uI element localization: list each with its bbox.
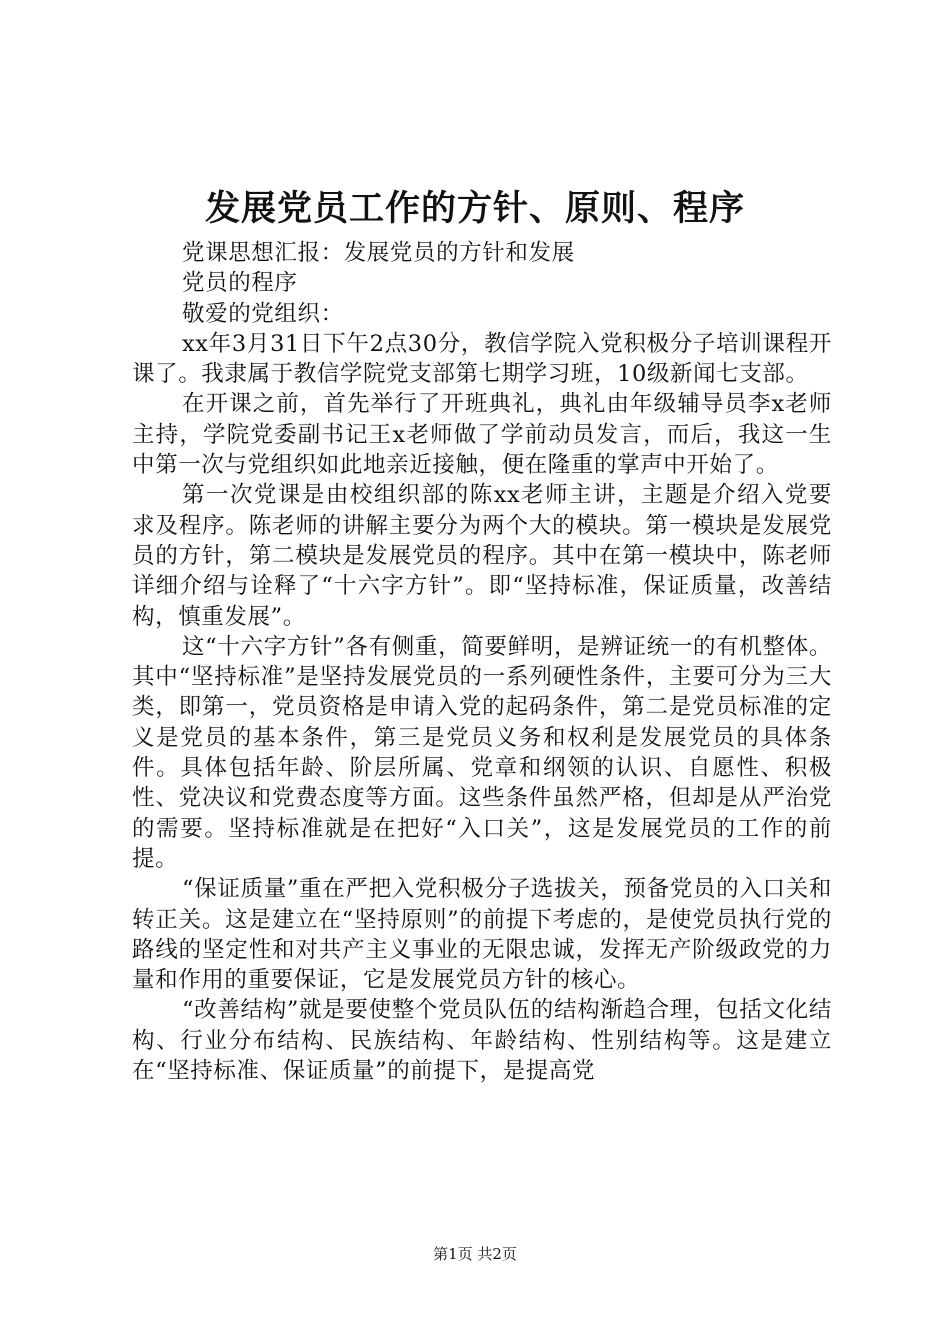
paragraph: 在开课之前，首先举行了开班典礼，典礼由年级辅导员李x老师主持，学院党委副书记王x老师做了学前动员发言，而后，我这一生中第一次与党组织如此地亲近接触，便在隆重的掌声中开始了。 [132, 391, 832, 479]
paragraph: 这“十六字方针”各有侧重，简要鲜明，是辨证统一的有机整体。其中“坚持标准”是坚持发展党员的一系列硬性条件，主要可分为三大类，即第一，党员资格是申请入党的起码条件，第二是党员标准的定义是党员的基本条件，第三是党员义务和权利是发展党员的具体条件。具体包括年龄、阶层所属、党章和纲领的认识、自愿性、积极性、党决议和党费态度等方面。这些条件虽然严格，但却是从严治党的需要。坚持标准就是在把好“入口关”，这是发展党员的工作的前提。 [132, 633, 832, 872]
paragraph: xx年3月31日下午2点30分，教信学院入党积极分子培训课程开课了。我隶属于教信学院党支部第七期学习班，10级新闻七支部。 [132, 330, 832, 388]
document-title: 发展党员工作的方针、原则、程序 [204, 188, 745, 229]
document-body [132, 238, 832, 1086]
paragraph: 党课思想汇报：发展党员的方针和发展 [182, 240, 575, 266]
paragraph: 第一次党课是由校组织部的陈xx老师主讲，主题是介绍入党要求及程序。陈老师的讲解主要分为两个大的模块。第一模块是发展党员的方针，第二模块是发展党员的程序。其中在第一模块中，陈老师详细介绍与诠释了“十六字方针”。即“坚持标准，保证质量，改善结构，慎重发展”。 [132, 482, 832, 630]
page-number-footer: 第1页 共2页 [433, 1245, 517, 1263]
paragraph: 敬爱的党组织： [182, 300, 344, 327]
paragraph: “改善结构”就是要使整个党员队伍的结构渐趋合理，包括文化结构、行业分布结构、民族结构、年龄结构、性别结构等。这是建立在“坚持标准、保证质量”的前提下，是提高党 [132, 997, 832, 1085]
paragraph: 党员的程序 [182, 270, 298, 297]
paragraph: “保证质量”重在严把入党积极分子选拔关，预备党员的入口关和转正关。这是建立在“坚持原则”的前提下考虑的，是使党员执行党的路线的坚定性和对共产主义事业的无限忠诚，发挥无产阶级政党的力量和作用的重要保证，它是发展党员方针的核心。 [132, 876, 832, 994]
